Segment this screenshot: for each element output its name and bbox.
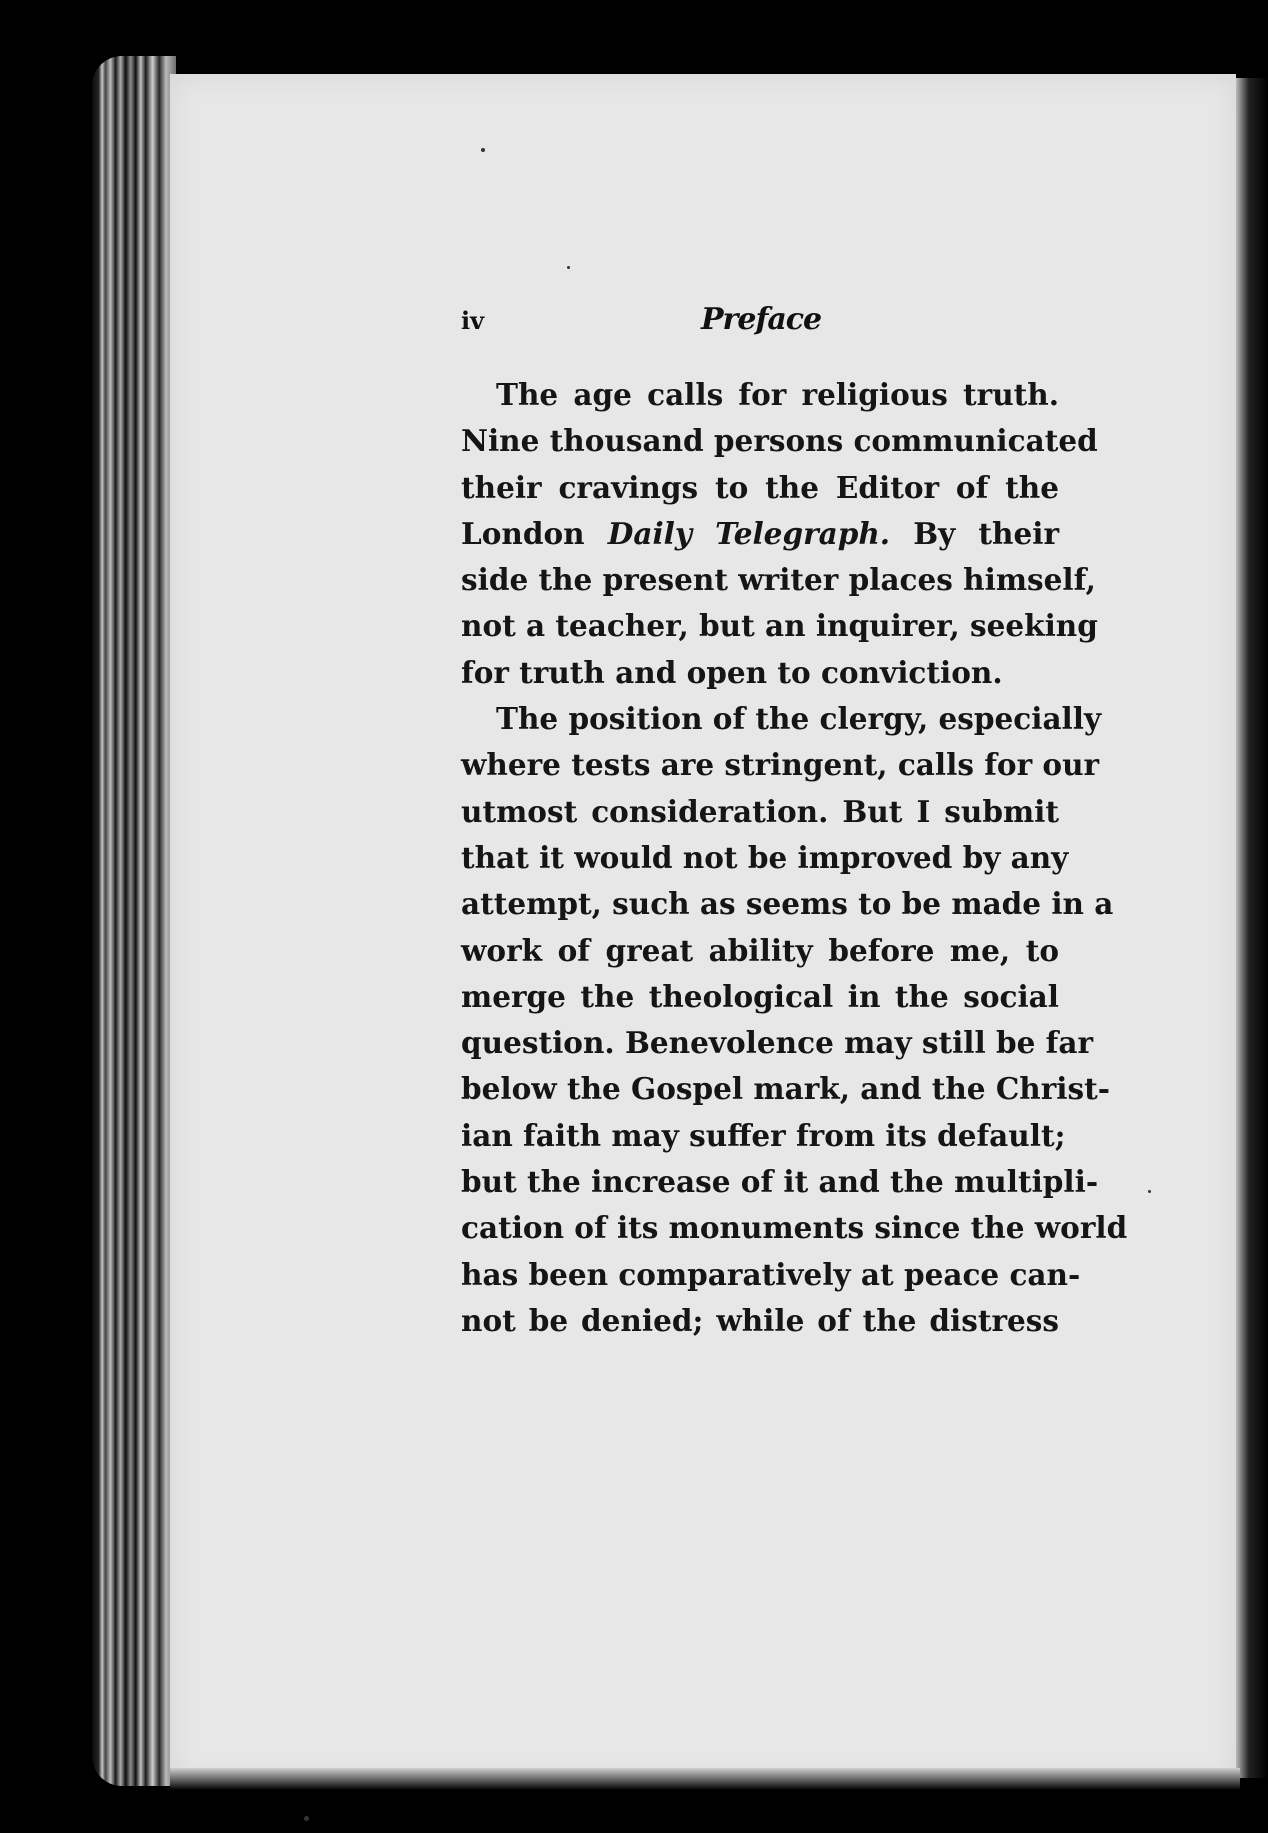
text-line: that it would not be improved by any (461, 839, 1069, 875)
text-line: where tests are stringent, calls for our (461, 747, 1100, 783)
page-edge-bottom (170, 1768, 1240, 1790)
text-line: attempt, such as seems to be made in a (461, 886, 1114, 922)
text-line: The position of the clergy, especially (496, 701, 1102, 737)
text-line-italic-title (461, 511, 1059, 557)
text-line: has been comparatively at peace can- (461, 1256, 1081, 1292)
text-line: side the present writer places himself, (461, 562, 1096, 598)
scan-speck (567, 266, 570, 269)
page-edge-right (1236, 78, 1268, 1778)
scan-speck (481, 148, 485, 152)
page-number: iv (461, 306, 485, 335)
text-line: merge the theological in the social (461, 978, 1059, 1014)
text-line: utmost consideration. But I submit (461, 793, 1059, 829)
paragraph-1 (461, 372, 1098, 696)
line-part-london: London (461, 515, 608, 551)
text-line: not a teacher, but an inquirer, seeking (461, 608, 1098, 644)
text-line: cation of its monuments since the world (461, 1210, 1128, 1246)
newspaper-title: Daily Telegraph. (607, 515, 891, 551)
text-line: but the increase of it and the multipli- (461, 1164, 1099, 1200)
running-head: Preface (701, 302, 822, 337)
text-line: The age calls for religious truth. (496, 377, 1059, 412)
line-part-by-their: By their (890, 515, 1059, 551)
text-line: question. Benevolence may still be far (461, 1025, 1093, 1061)
text-line: work of great ability before me, to (461, 932, 1059, 968)
paragraph-2 (461, 696, 1128, 1344)
text-line: Nine thousand persons communicated (461, 423, 1098, 459)
scan-speck (1148, 1190, 1151, 1193)
text-line: below the Gospel mark, and the Christ- (461, 1071, 1110, 1107)
text-line: their cravings to the Editor of the (461, 469, 1059, 505)
book-spine (92, 56, 176, 1786)
text-line: ian faith may suffer from its default; (461, 1117, 1066, 1153)
scan-speck (304, 1816, 309, 1821)
text-line: for truth and open to conviction. (461, 654, 1003, 690)
page-header (461, 302, 1061, 354)
text-line: not be denied; while of the distress (461, 1302, 1059, 1338)
body-text (461, 372, 1128, 1344)
